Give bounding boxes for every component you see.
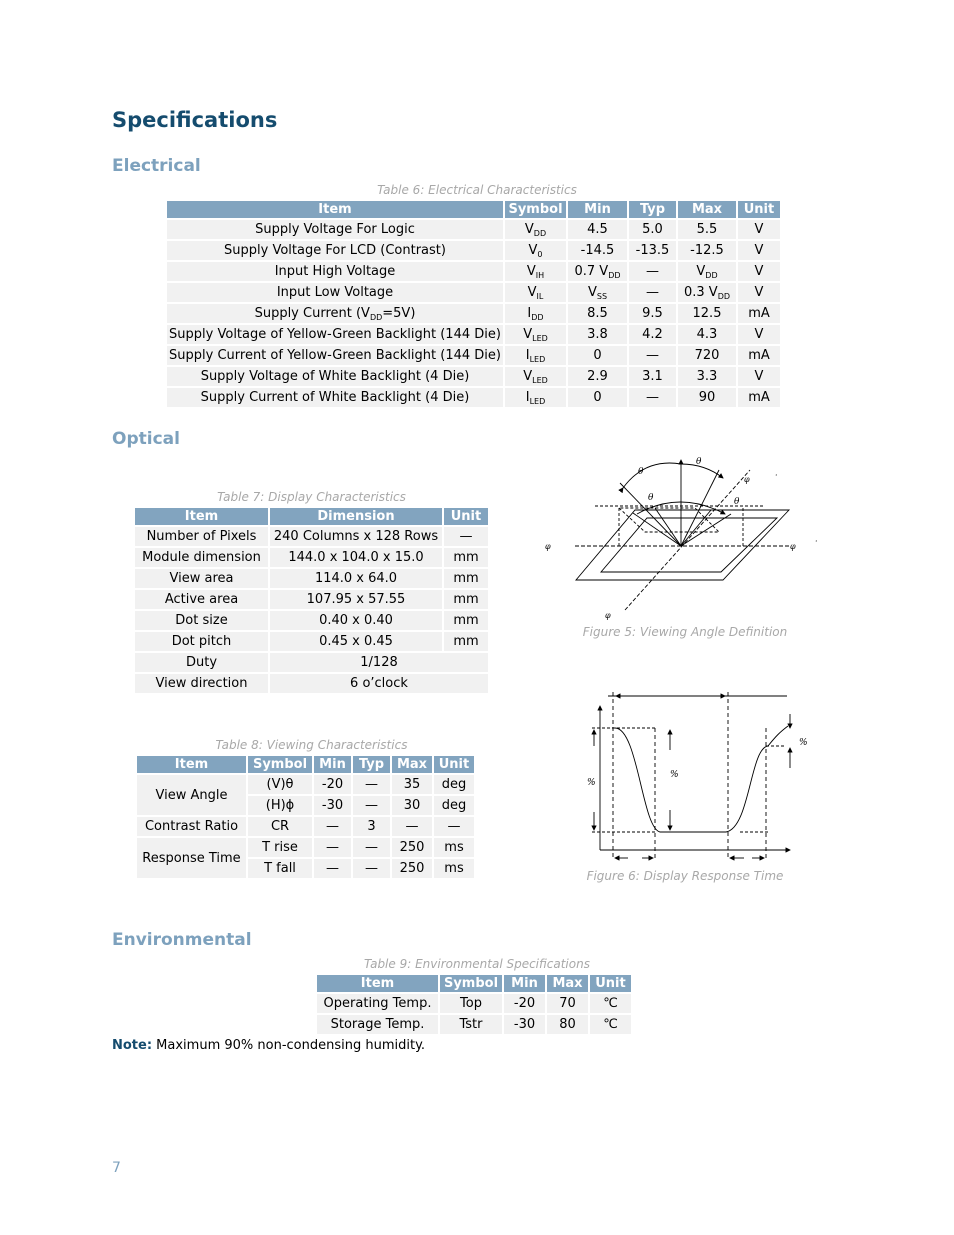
- table-cell: V: [738, 241, 780, 260]
- table-cell: $V_{SS}$: [568, 283, 627, 302]
- table-cell: $V_{DD}$: [505, 220, 566, 239]
- table-cell: Dot pitch: [135, 632, 268, 651]
- table-cell: Input Low Voltage: [167, 283, 503, 302]
- table-cell: $V_{IL}$: [505, 283, 566, 302]
- table-cell: Operating Temp.: [317, 994, 438, 1013]
- percent-label: %: [799, 738, 808, 748]
- table-cell: Top: [440, 994, 502, 1013]
- table-cell: —: [353, 775, 390, 794]
- figure-caption: Figure 6: Display Response Time: [586, 869, 784, 883]
- table-cell: mA: [738, 304, 780, 323]
- header-cell: Max: [392, 756, 432, 773]
- table-cell: —: [434, 817, 474, 836]
- theta-label: θ: [648, 493, 654, 503]
- header-cell: Item: [137, 756, 246, 773]
- table-cell: ms: [434, 838, 474, 857]
- humidity-note: [112, 1038, 425, 1053]
- header-cell: Symbol: [248, 756, 312, 773]
- phi-label: φ: [605, 611, 611, 620]
- table-row: [135, 569, 488, 588]
- table-cell: Duty: [135, 653, 268, 672]
- table-cell: mm: [444, 548, 488, 567]
- table-cell: 3.1: [629, 367, 676, 386]
- table-header-row: [135, 508, 488, 525]
- environmental-table: [315, 973, 633, 1036]
- table-cell: 250: [392, 859, 432, 878]
- header-cell: Dimension: [270, 508, 442, 525]
- table-row: [317, 994, 631, 1013]
- header-cell: Min: [504, 975, 545, 992]
- table-cell: 0: [568, 346, 627, 365]
- table-cell: 30: [392, 796, 432, 815]
- table-header-row: [167, 201, 780, 218]
- table-caption: Table 7: Display Characteristics: [217, 490, 406, 504]
- header-cell: Unit: [444, 508, 488, 525]
- table-cell: —: [314, 817, 351, 836]
- table-row: [135, 590, 488, 609]
- header-cell: Item: [167, 201, 503, 218]
- table-cell: Dot size: [135, 611, 268, 630]
- table-caption: Table 6: Electrical Characteristics: [377, 183, 577, 197]
- table-cell: mm: [444, 590, 488, 609]
- table-cell: T fall: [248, 859, 312, 878]
- table-cell: Input High Voltage: [167, 262, 503, 281]
- table-cell: Module dimension: [135, 548, 268, 567]
- section-heading-electrical: Electrical: [112, 156, 201, 176]
- table-row: [137, 817, 474, 836]
- response-time-diagram: [580, 688, 810, 868]
- table-cell: —: [353, 796, 390, 815]
- header-cell: Min: [314, 756, 351, 773]
- table-row: [167, 262, 780, 281]
- table-cell: ms: [434, 859, 474, 878]
- table-row: [167, 241, 780, 260]
- table-cell: 70: [547, 994, 588, 1013]
- table-caption: Table 9: Environmental Specifications: [364, 957, 590, 971]
- table-cell: V: [738, 283, 780, 302]
- table-cell: 35: [392, 775, 432, 794]
- section-heading-optical: Optical: [112, 429, 180, 449]
- table-cell: —: [353, 859, 390, 878]
- table-row: [167, 220, 780, 239]
- table-cell: —: [629, 388, 676, 407]
- page-number: 7: [112, 1160, 121, 1176]
- table-row: [167, 325, 780, 344]
- display-table: [133, 506, 490, 695]
- table-cell: 12.5: [678, 304, 736, 323]
- table-cell: -13.5: [629, 241, 676, 260]
- table-cell: Storage Temp.: [317, 1015, 438, 1034]
- table-cell: 8.5: [568, 304, 627, 323]
- table-cell: 3: [353, 817, 390, 836]
- table-cell: 5.5: [678, 220, 736, 239]
- table-cell: $I_{LED}$: [505, 346, 566, 365]
- table-cell: $I_{LED}$: [505, 388, 566, 407]
- table-cell: ℃: [590, 1015, 631, 1034]
- table-cell: —: [629, 262, 676, 281]
- table-cell: 2.9: [568, 367, 627, 386]
- table-row: [167, 388, 780, 407]
- table-cell: —: [444, 527, 488, 546]
- table-cell: 9.5: [629, 304, 676, 323]
- table-cell: Active area: [135, 590, 268, 609]
- table-cell: —: [314, 838, 351, 857]
- electrical-table: [165, 199, 782, 409]
- table-cell: -12.5: [678, 241, 736, 260]
- table-header-row: [317, 975, 631, 992]
- table-cell: V: [738, 262, 780, 281]
- table-cell: 0.45 x 0.45: [270, 632, 442, 651]
- table-cell: deg: [434, 775, 474, 794]
- header-cell: Unit: [738, 201, 780, 218]
- theta-label: θ: [638, 467, 644, 477]
- table-cell: 107.95 x 57.55: [270, 590, 442, 609]
- table-row: [135, 527, 488, 546]
- table-header-row: [137, 756, 474, 773]
- table-cell: V: [738, 220, 780, 239]
- table-cell: $V_{LED}$: [505, 367, 566, 386]
- dot-mark: ·: [815, 537, 818, 546]
- table-row: [137, 838, 474, 857]
- theta-label: θ: [734, 497, 740, 507]
- header-cell: Symbol: [440, 975, 502, 992]
- section-heading-environmental: Environmental: [112, 930, 252, 950]
- table-cell: Supply Voltage of Yellow-Green Backlight (144 Die): [167, 325, 503, 344]
- table-cell: 720: [678, 346, 736, 365]
- table-cell: Tstr: [440, 1015, 502, 1034]
- table-cell: -20: [504, 994, 545, 1013]
- header-cell: Typ: [353, 756, 390, 773]
- table-cell: View area: [135, 569, 268, 588]
- table-cell: T rise: [248, 838, 312, 857]
- table-cell: 0.7 $V_{DD}$: [568, 262, 627, 281]
- table-cell: 250: [392, 838, 432, 857]
- table-cell: View Angle: [137, 775, 246, 815]
- table-cell: Supply Voltage For Logic: [167, 220, 503, 239]
- table-cell: -30: [314, 796, 351, 815]
- table-cell: mA: [738, 388, 780, 407]
- header-cell: Typ: [629, 201, 676, 218]
- table-cell: -14.5: [568, 241, 627, 260]
- table-row: [167, 283, 780, 302]
- table-cell: mm: [444, 611, 488, 630]
- table-cell: 114.0 x 64.0: [270, 569, 442, 588]
- table-cell: Supply Voltage For LCD (Contrast): [167, 241, 503, 260]
- table-cell: $V_{LED}$: [505, 325, 566, 344]
- table-cell: 4.3: [678, 325, 736, 344]
- table-cell: (V)θ: [248, 775, 312, 794]
- header-cell: Item: [135, 508, 268, 525]
- phi-label: φ: [790, 542, 796, 551]
- table-cell: Supply Voltage of White Backlight (4 Die): [167, 367, 503, 386]
- table-cell: 5.0: [629, 220, 676, 239]
- table-cell: -20: [314, 775, 351, 794]
- table-cell: 0: [568, 388, 627, 407]
- table-cell: mm: [444, 632, 488, 651]
- table-cell: V: [738, 325, 780, 344]
- table-row: [317, 1015, 631, 1034]
- note-label: Note:: [112, 1038, 153, 1053]
- table-cell: —: [629, 346, 676, 365]
- phi-label: φ: [545, 542, 551, 551]
- dot-mark: ·: [775, 471, 778, 480]
- table-cell: 3.8: [568, 325, 627, 344]
- header-cell: Unit: [590, 975, 631, 992]
- table-cell: 6 o’clock: [270, 674, 488, 693]
- table-cell: View direction: [135, 674, 268, 693]
- table-row: [167, 346, 780, 365]
- table-cell: Supply Current of White Backlight (4 Die): [167, 388, 503, 407]
- phi-label: φ: [744, 475, 750, 484]
- percent-label: %: [670, 770, 679, 780]
- table-cell: 144.0 x 104.0 x 15.0: [270, 548, 442, 567]
- table-row: [135, 548, 488, 567]
- viewing-table: [135, 754, 476, 880]
- table-cell: 1/128: [270, 653, 488, 672]
- header-cell: Max: [547, 975, 588, 992]
- table-cell: —: [629, 283, 676, 302]
- table-cell: mA: [738, 346, 780, 365]
- table-cell: 4.5: [568, 220, 627, 239]
- table-cell: Number of Pixels: [135, 527, 268, 546]
- table-cell: Supply Current of Yellow-Green Backlight (144 Die): [167, 346, 503, 365]
- header-cell: Unit: [434, 756, 474, 773]
- table-cell: 80: [547, 1015, 588, 1034]
- table-cell: $I_{DD}$: [505, 304, 566, 323]
- table-row: [135, 674, 488, 693]
- table-cell: 3.3: [678, 367, 736, 386]
- page-title: Specifications: [112, 108, 278, 132]
- table-cell: 0.40 x 0.40: [270, 611, 442, 630]
- table-row: [167, 304, 780, 323]
- table-cell: $V_{IH}$: [505, 262, 566, 281]
- table-cell: —: [314, 859, 351, 878]
- table-cell: CR: [248, 817, 312, 836]
- header-cell: Min: [568, 201, 627, 218]
- table-cell: deg: [434, 796, 474, 815]
- table-cell: V: [738, 367, 780, 386]
- table-cell: 4.2: [629, 325, 676, 344]
- table-row: [167, 367, 780, 386]
- viewing-angle-diagram: [535, 450, 825, 625]
- header-cell: Symbol: [505, 201, 566, 218]
- table-row: [135, 632, 488, 651]
- table-cell: 0.3 $V_{DD}$: [678, 283, 736, 302]
- header-cell: Item: [317, 975, 438, 992]
- table-cell: (H)ϕ: [248, 796, 312, 815]
- table-cell: $V_0$: [505, 241, 566, 260]
- table-cell: —: [392, 817, 432, 836]
- table-cell: Response Time: [137, 838, 246, 878]
- table-cell: $V_{DD}$: [678, 262, 736, 281]
- table-row: [137, 775, 474, 794]
- table-cell: Supply Current $(V_{DD}=5V)$: [167, 304, 503, 323]
- table-cell: ℃: [590, 994, 631, 1013]
- table-cell: —: [353, 838, 390, 857]
- table-cell: 240 Columns x 128 Rows: [270, 527, 442, 546]
- note-text: Maximum 90% non-condensing humidity.: [152, 1038, 426, 1053]
- theta-label: θ: [696, 457, 702, 467]
- figure-caption: Figure 5: Viewing Angle Definition: [582, 625, 788, 639]
- table-cell: Contrast Ratio: [137, 817, 246, 836]
- table-cell: 90: [678, 388, 736, 407]
- table-row: [135, 611, 488, 630]
- percent-label: %: [587, 778, 596, 788]
- table-caption: Table 8: Viewing Characteristics: [215, 738, 408, 752]
- table-cell: -30: [504, 1015, 545, 1034]
- table-row: [135, 653, 488, 672]
- table-cell: mm: [444, 569, 488, 588]
- header-cell: Max: [678, 201, 736, 218]
